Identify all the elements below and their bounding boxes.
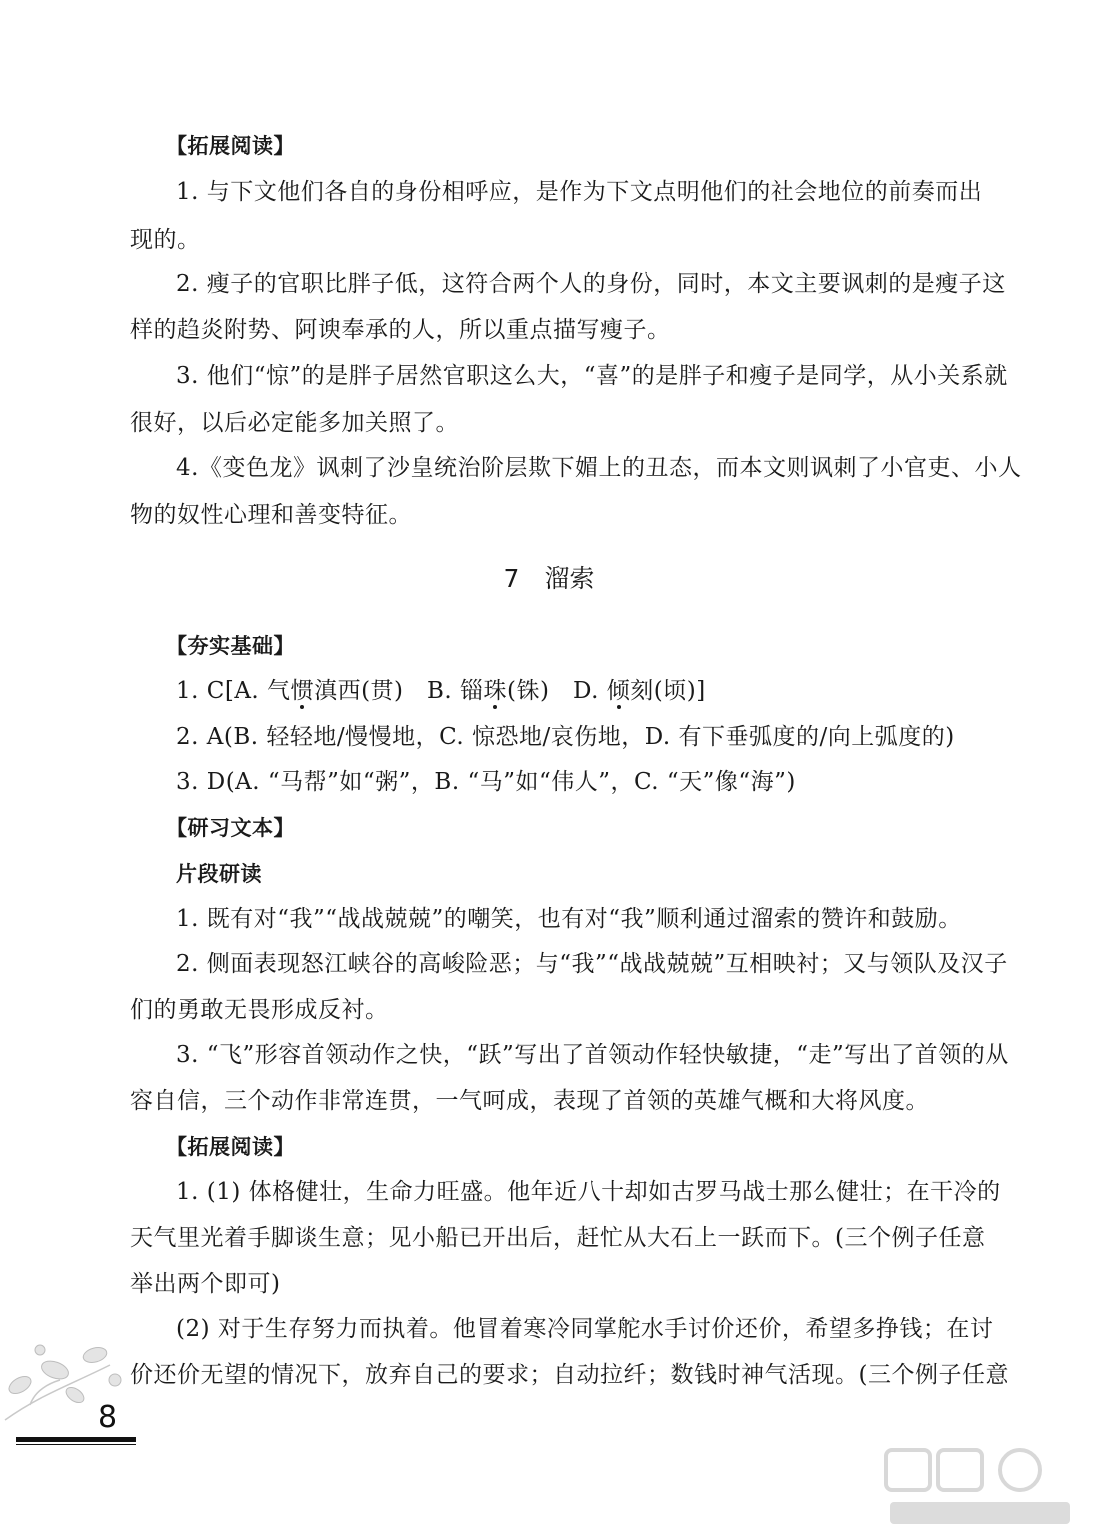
answer-line: 现的。 [130,227,201,253]
answer-line: 2. 瘦子的官职比胖子低，这符合两个人的身份，同时，本文主要讽刺的是瘦子这 [176,271,1006,297]
answer-line: 1. 既有对“我”“战战兢兢”的嘲笑，也有对“我”顺利通过溜索的赞许和鼓励。 [176,906,962,932]
answer-line: 们的勇敢无畏形成反衬。 [130,997,389,1023]
section-heading-basics: 【夯实基础】 [166,634,295,658]
answer-line-q1 [176,675,706,707]
q1-text: 1. C[A. 气 [176,678,291,704]
answer-line: 举出两个即可) [130,1271,281,1297]
page-number: 8 [98,1400,118,1435]
q1-text: (铢) D. [507,678,607,704]
watermark-logo-icon [880,1446,1080,1532]
answer-line: 2. 侧面表现怒江峡谷的高峻险恶；与“我”“战战兢兢”互相映衬；又与领队及汉子 [176,951,1008,977]
answer-line: 3. “飞”形容首领动作之快，“跃”写出了首领动作轻快敏捷，“走”写出了首领的从 [176,1042,1009,1068]
answer-line: 很好，以后必定能多加关照了。 [130,410,459,436]
answer-line: 样的趋炎附势、阿谀奉承的人，所以重点描写瘦子。 [130,317,671,343]
page-number-rule-thin [16,1444,136,1445]
q1-text: 刻(顷)] [630,678,706,704]
answer-line: 天气里光着手脚谈生意；见小船已开出后，赶忙从大石上一跃而下。(三个例子任意 [130,1225,986,1251]
section-heading-study-text: 【研习文本】 [166,816,295,840]
subheading-passage-study: 片段研读 [176,862,262,886]
chapter-title: 7 溜索 [503,564,595,593]
page-number-rule [16,1437,136,1442]
q1-emphasis-char: 惯 [290,678,315,704]
answer-line: 容自信，三个动作非常连贯，一气呵成，表现了首领的英雄气概和大将风度。 [130,1088,929,1114]
answer-line: 1. (1) 体格健壮，生命力旺盛。他年近八十却如古罗马战士那么健壮；在干冷的 [176,1179,1001,1205]
section-heading-extended-reading: 【拓展阅读】 [166,1135,295,1159]
flower-decoration-icon [0,1325,150,1425]
answer-line: 价还价无望的情况下，放弃自己的要求；自动拉纤；数钱时神气活现。(三个例子任意 [130,1362,1009,1388]
q1-emphasis-char: 倾 [606,678,631,704]
q1-text: 滇西(贯) B. 锱 [314,678,484,704]
answer-line: 1. 与下文他们各自的身份相呼应，是作为下文点明他们的社会地位的前奏而出 [176,179,983,205]
answer-line: 3. 他们“惊”的是胖子居然官职这么大，“喜”的是胖子和瘦子是同学，从小关系就 [176,363,1008,389]
answer-line: 物的奴性心理和善变特征。 [130,502,412,528]
answer-line-q3: 3. D(A. “马帮”如“粥”，B. “马”如“伟人”，C. “天”像“海”) [176,769,796,795]
q1-emphasis-char: 珠 [483,678,508,704]
answer-line: (2) 对于生存努力而执着。他冒着寒冷同掌舵水手讨价还价，希望多挣钱；在讨 [176,1316,994,1342]
answer-line: 4.《变色龙》讽刺了沙皇统治阶层欺下媚上的丑态，而本文则讽刺了小官吏、小人 [176,455,1022,481]
answer-line-q2: 2. A(B. 轻轻地/慢慢地，C. 惊恐地/哀伤地，D. 有下垂弧度的/向上弧度的) [176,724,955,750]
section-heading-extended-reading: 【拓展阅读】 [166,134,295,158]
